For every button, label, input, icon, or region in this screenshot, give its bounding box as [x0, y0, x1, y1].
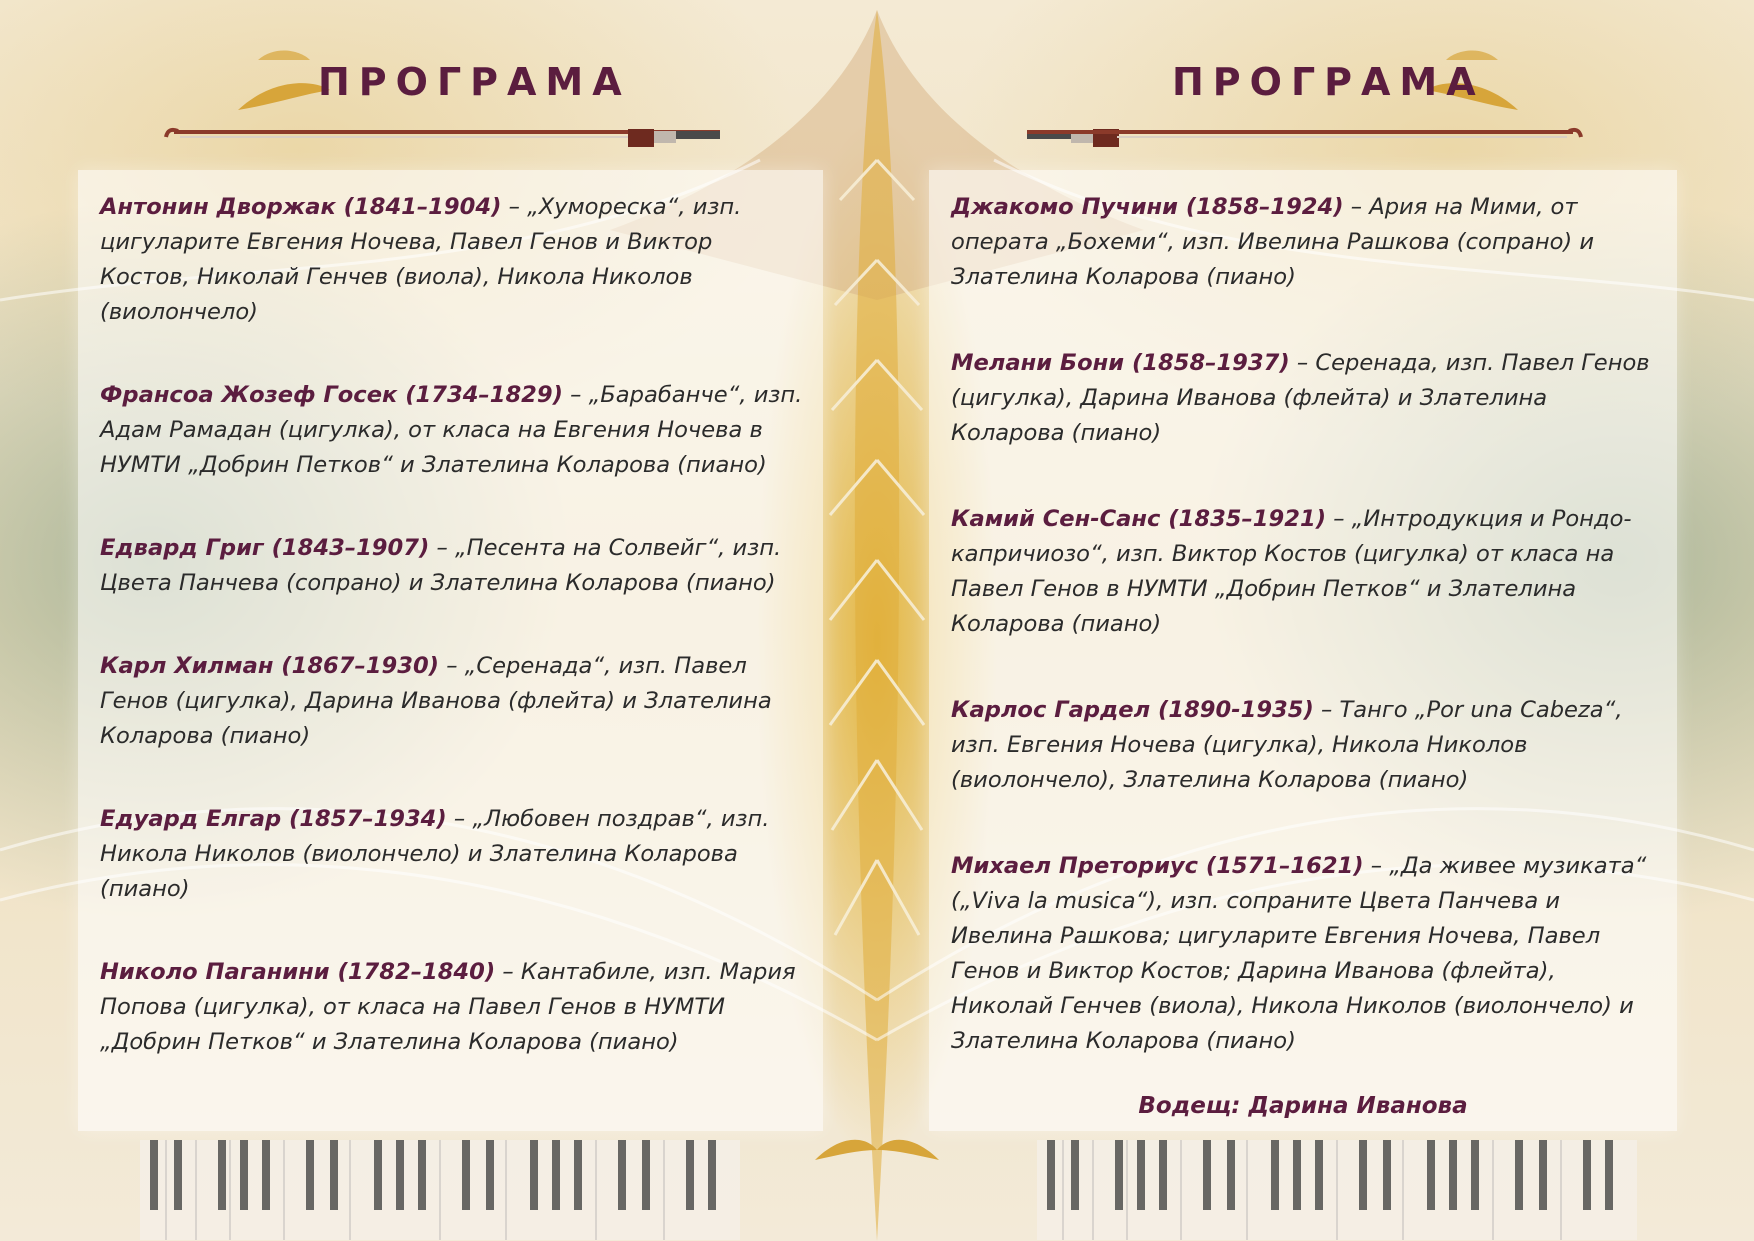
program-list [951, 190, 1663, 1110]
page-title: ПРОГРАМА [1172, 60, 1485, 104]
piano-keys-icon [1037, 1140, 1637, 1240]
program-item [100, 531, 809, 601]
performance-details: – „Да живее музиката“ („Viva la musica“), изп. сопраните Цвета Панчева и Ивелина Рашкова; цигуларите Евгения Ночева, Павел Генов и Виктор Костов; Дарина Иванова (флейта), Николай Генчев (виола), Никола Николов (виолончело) и Злателина Коларова (пиано) [951, 853, 1647, 1054]
composer-name: Камий Сен-Санс (1835–1921) [951, 506, 1327, 532]
performance-details: – Серенада, изп. Павел Генов (цигулка), Дарина Иванова (флейта) и Злателина Коларова (пиано) [951, 350, 1650, 446]
composer-name: Николо Паганини (1782–1840) [100, 959, 496, 985]
performance-details: – „Песента на Солвейг“, изп. Цвета Панчева (сопрано) и Злателина Коларова (пиано) [100, 535, 782, 596]
program-item [951, 190, 1663, 295]
composer-name: Карлос Гардел (1890-1935) [951, 697, 1314, 723]
performance-details: – „Любовен поздрав“, изп. Никола Николов (виолончело) и Злателина Коларова (пиано) [100, 806, 770, 902]
program-item [100, 649, 809, 754]
composer-name: Едвард Григ (1843–1907) [100, 535, 430, 561]
program-panel [929, 170, 1677, 1131]
performance-details: – „Интродукция и Рондо-капричиозо“, изп. Виктор Костов (цигулка) от класа на Павел Генов в НУМТИ „Добрин Петков“ и Злателина Коларова (пиано) [951, 506, 1632, 637]
piano-keys-icon [140, 1140, 740, 1240]
composer-name: Мелани Бони (1858–1937) [951, 350, 1290, 376]
program-panel [78, 170, 823, 1131]
program-item [100, 190, 809, 330]
right-page [877, 0, 1754, 1241]
violin-bow-icon [1007, 123, 1587, 153]
composer-name: Михаел Преториус (1571–1621) [951, 853, 1364, 879]
program-item [951, 346, 1663, 451]
violin-bow-icon [160, 123, 740, 153]
program-item [100, 802, 809, 907]
composer-name: Карл Хилман (1867–1930) [100, 653, 440, 679]
composer-name: Антонин Дворжак (1841–1904) [100, 194, 502, 220]
performance-details: – Кантабиле, изп. Мария Попова (цигулка), от класа на Павел Генов в НУМТИ „Добрин Петков“ и Злателина Коларова (пиано) [100, 959, 796, 1055]
performance-details: – „Серенада“, изп. Павел Генов (цигулка), Дарина Иванова (флейта) и Злателина Коларова (пиано) [100, 653, 772, 749]
program-item [951, 502, 1663, 642]
host-credit: Водещ: Дарина Иванова [1138, 1093, 1468, 1119]
composer-name: Франсоа Жозеф Госек (1734–1829) [100, 382, 563, 408]
page-title: ПРОГРАМА [318, 60, 631, 104]
program-item [100, 378, 809, 483]
program-item [951, 849, 1663, 1059]
performance-details: – „Хумореска“, изп. цигуларите Евгения Ночева, Павел Генов и Виктор Костов, Николай Генчев (виола), Никола Николов (виолончело) [100, 194, 742, 325]
performance-details: – „Барабанче“, изп. Адам Рамадан (цигулка), от класа на Евгения Ночева в НУМТИ „Добрин Петков“ и Злателина Коларова (пиано) [100, 382, 803, 478]
performance-details: – Танго „Por una Cabeza“, изп. Евгения Ночева (цигулка), Никола Николов (виолончело), Злателина Коларова (пиано) [951, 697, 1623, 793]
performance-details: – Ария на Мими, от операта „Бохеми“, изп. Ивелина Рашкова (сопрано) и Злателина Коларова (пиано) [951, 194, 1595, 290]
composer-name: Джакомо Пучини (1858–1924) [951, 194, 1344, 220]
program-item [951, 693, 1663, 798]
program-list [100, 190, 809, 1108]
program-item [100, 955, 809, 1060]
composer-name: Едуард Елгар (1857–1934) [100, 806, 447, 832]
